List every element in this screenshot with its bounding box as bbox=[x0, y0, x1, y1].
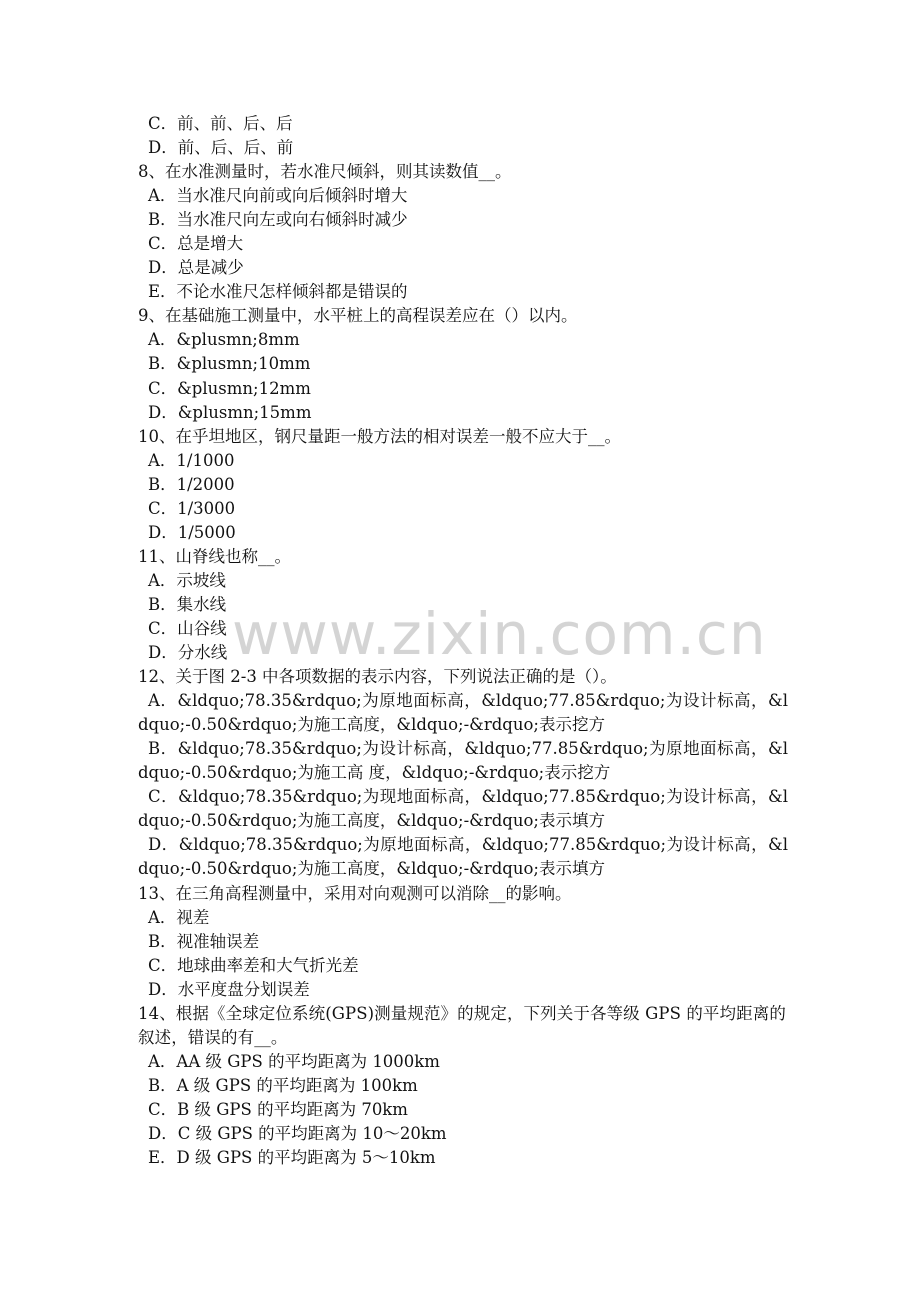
question-12-option-d: D．&ldquo;78.35&rdquo;为原地面标高，&ldquo;77.85&rdquo;为设计标高，&ldquo;-0.50&rdquo;为施工高度，&ldquo;-&rdquo;表示填方 bbox=[138, 835, 788, 879]
question-9-option-b: B．&plusmn;10mm bbox=[148, 354, 311, 374]
question-11-option-d: D．分水线 bbox=[148, 643, 228, 663]
question-8-stem: 8、在水准测量时，若水准尺倾斜，则其读数值__。 bbox=[138, 162, 512, 182]
question-9-option-c: C．&plusmn;12mm bbox=[148, 378, 311, 398]
option-c-q7: C．前、前、后、后 bbox=[148, 114, 293, 133]
question-9-stem: 9、在基础施工测量中，水平桩上的高程误差应在（）以内。 bbox=[138, 306, 578, 326]
question-14-option-c: C．B 级 GPS 的平均距离为 70km bbox=[148, 1099, 408, 1119]
question-9-option-d: D．&plusmn;15mm bbox=[148, 402, 312, 422]
question-14-option-a: A．AA 级 GPS 的平均距离为 1000km bbox=[148, 1051, 440, 1071]
question-10-option-a: A．1/1000 bbox=[148, 450, 235, 470]
question-content bbox=[138, 112, 788, 1170]
watermark: www.zixin.com.cn bbox=[232, 600, 767, 668]
question-14-option-e: E．D 级 GPS 的平均距离为 5～10km bbox=[148, 1148, 436, 1168]
question-11-option-c: C．山谷线 bbox=[148, 618, 227, 638]
question-11-option-a: A．示坡线 bbox=[148, 570, 226, 590]
question-13-option-a: A．视差 bbox=[148, 907, 210, 927]
question-12-option-b: B．&ldquo;78.35&rdquo;为设计标高，&ldquo;77.85&rdquo;为原地面标高，&ldquo;-0.50&rdquo;为施工高 度，&ldquo;-&rdquo;表示挖方 bbox=[138, 739, 788, 783]
question-13-option-b: B．视准轴误差 bbox=[148, 931, 260, 951]
question-11-stem: 11、山脊线也称__。 bbox=[138, 546, 291, 566]
question-13-option-d: D．水平度盘分划误差 bbox=[148, 979, 310, 999]
option-d-q7: D．前、后、后、前 bbox=[148, 138, 294, 158]
question-10-option-b: B．1/2000 bbox=[148, 474, 235, 494]
question-8-option-d: D．总是减少 bbox=[148, 258, 244, 278]
question-9-option-a: A．&plusmn;8mm bbox=[148, 330, 300, 350]
question-8-option-a: A．当水准尺向前或向后倾斜时增大 bbox=[148, 186, 408, 206]
question-11-option-b: B．集水线 bbox=[148, 594, 227, 614]
question-10-stem: 10、在乎坦地区，钢尺量距一般方法的相对误差一般不应大于__。 bbox=[138, 426, 621, 446]
question-13-option-c: C．地球曲率差和大气折光差 bbox=[148, 955, 359, 975]
question-12-option-c: C．&ldquo;78.35&rdquo;为现地面标高，&ldquo;77.85&rdquo;为设计标高，&ldquo;-0.50&rdquo;为施工高度，&ldquo;-&rdquo;表示填方 bbox=[138, 787, 788, 831]
question-13-stem: 13、在三角高程测量中，采用对向观测可以消除__的影响。 bbox=[138, 883, 572, 903]
question-12-option-a: A．&ldquo;78.35&rdquo;为原地面标高，&ldquo;77.85&rdquo;为设计标高，&ldquo;-0.50&rdquo;为施工高度，&ldquo;-&rdquo;表示挖方 bbox=[138, 691, 788, 735]
question-12-stem: 12、关于图 2-3 中各项数据的表示内容，下列说法正确的是（）。 bbox=[138, 667, 617, 687]
question-8-option-e: E．不论水准尺怎样倾斜都是错误的 bbox=[148, 282, 408, 302]
question-14-stem: 14、根据《全球定位系统(GPS)测量规范》的规定，下列关于各等级 GPS 的平均距离的叙述，错误的有__。 bbox=[138, 1003, 786, 1047]
question-14-option-b: B．A 级 GPS 的平均距离为 100km bbox=[148, 1075, 418, 1095]
question-10-option-d: D．1/5000 bbox=[148, 522, 236, 542]
question-10-option-c: C．1/3000 bbox=[148, 498, 236, 518]
question-14-option-d: D．C 级 GPS 的平均距离为 10～20km bbox=[148, 1123, 447, 1143]
question-8-option-c: C．总是增大 bbox=[148, 234, 244, 254]
question-8-option-b: B．当水准尺向左或向右倾斜时减少 bbox=[148, 210, 408, 230]
